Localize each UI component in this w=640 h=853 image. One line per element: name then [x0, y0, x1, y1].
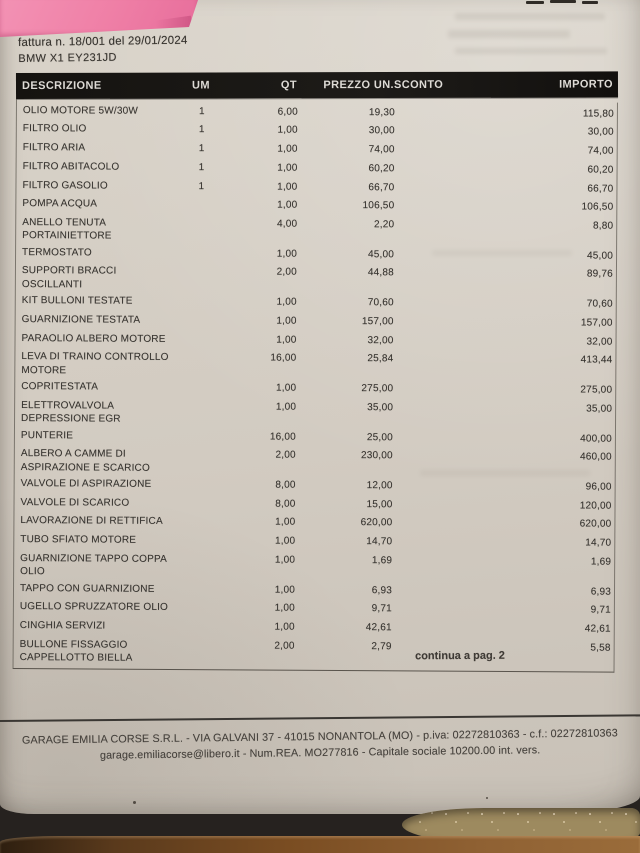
cell-importo: 8,80 — [592, 220, 614, 232]
table-row — [16, 262, 616, 295]
cell-prezzo_un: 2,79 — [371, 640, 392, 652]
cell-qt: 1,00 — [276, 296, 297, 308]
cell-sconto — [393, 350, 433, 353]
cell-prezzo_un: 60,20 — [368, 163, 395, 175]
cell-qt: 2,00 — [276, 267, 297, 279]
cell-sconto — [392, 514, 432, 517]
cell-descrizione: TUBO SFIATO MOTORE — [20, 534, 137, 546]
cell-descrizione: POMPA ACQUA — [22, 198, 98, 210]
document-header — [18, 35, 188, 65]
cell-importo: 30,00 — [587, 126, 614, 139]
cell-sconto — [395, 103, 435, 106]
cell-prezzo_un: 12,00 — [366, 480, 393, 492]
cell-um — [186, 263, 216, 266]
cell-descrizione: ANELLO TENUTA PORTAINIETTORE — [22, 216, 112, 243]
cell-descrizione: KIT BULLONI TESTATE — [21, 295, 133, 307]
cell-qt: 1,00 — [275, 382, 297, 394]
cell-um — [185, 378, 215, 381]
cell-sconto — [393, 428, 433, 431]
cell-sconto — [392, 637, 432, 640]
column-header-descrizione: DESCRIZIONE — [21, 79, 102, 92]
cell-importo: 275,00 — [580, 384, 613, 396]
cell-qt: 1,00 — [275, 535, 296, 547]
cell-um: 1 — [198, 180, 205, 192]
cell-um — [184, 550, 214, 553]
table-row — [15, 396, 615, 429]
cell-sconto — [395, 178, 435, 181]
cell-importo: 620,00 — [579, 518, 612, 531]
cell-qt: 1,00 — [274, 621, 295, 633]
company-info-line2: garage.emiliacorse@libero.it - Num.REA. MO277816 - Capitale sociale 10200.00 int. vers. — [99, 744, 541, 762]
cell-sconto — [392, 551, 432, 554]
cell-descrizione: PUNTERIE — [20, 429, 74, 441]
cell-importo: 6,93 — [590, 586, 612, 598]
cell-qt: 1,00 — [276, 315, 297, 327]
cell-importo: 157,00 — [580, 317, 613, 329]
cell-sconto — [394, 245, 434, 248]
invoice-table — [16, 73, 618, 669]
cell-descrizione: PARAOLIO ALBERO MOTORE — [21, 332, 166, 345]
cell-um — [186, 311, 216, 314]
cell-sconto — [395, 122, 435, 125]
cell-qt: 1,00 — [275, 401, 297, 413]
cell-importo: 96,00 — [585, 481, 612, 493]
cell-um — [184, 580, 214, 583]
cell-um — [186, 244, 216, 247]
table-body — [13, 99, 618, 672]
cell-prezzo_un: 70,60 — [367, 297, 394, 309]
ghost-text-line — [448, 30, 570, 38]
cell-importo: 5,58 — [590, 642, 611, 654]
cell-um: 1 — [198, 161, 205, 174]
cell-qt: 6,00 — [277, 106, 298, 118]
cell-um — [185, 475, 215, 478]
cell-descrizione: ALBERO A CAMME DI ASPIRAZIONE E SCARICO — [20, 448, 151, 474]
cell-prezzo_un: 25,00 — [366, 431, 393, 443]
cell-sconto — [392, 581, 432, 584]
cell-sconto — [395, 159, 435, 162]
cell-descrizione: FILTRO ABITACOLO — [22, 160, 120, 173]
cell-importo: 9,71 — [590, 604, 611, 616]
cell-prezzo_un: 32,00 — [367, 334, 394, 346]
cell-qt: 16,00 — [269, 431, 296, 443]
cell-qt: 1,00 — [277, 199, 298, 211]
cell-qt: 1,00 — [275, 516, 296, 529]
cell-um — [184, 599, 214, 602]
wooden-table-edge — [0, 836, 640, 853]
cell-importo: 66,70 — [587, 183, 614, 195]
cell-descrizione: VALVOLE DI SCARICO — [20, 496, 130, 509]
cell-prezzo_un: 157,00 — [361, 316, 394, 328]
cell-sconto — [394, 215, 434, 218]
cell-descrizione: VALVOLE DI ASPIRAZIONE — [20, 478, 152, 490]
cell-prezzo_un: 15,00 — [366, 498, 393, 511]
cell-sconto — [394, 264, 434, 267]
cell-descrizione: LAVORAZIONE DI RETTIFICA — [20, 515, 163, 528]
cell-descrizione: ELETTROVALVOLA DEPRESSIONE EGR — [21, 399, 121, 425]
cell-importo: 74,00 — [587, 145, 614, 157]
cell-qt: 1,00 — [274, 554, 296, 566]
cell-qt: 8,00 — [275, 479, 296, 491]
cell-importo: 32,00 — [586, 336, 613, 348]
cell-descrizione: LEVA DI TRAINO CONTROLLO MOTORE — [21, 351, 169, 377]
column-header-um: UM — [192, 79, 210, 92]
cell-prezzo_un: 74,00 — [368, 144, 395, 156]
cell-qt: 1,00 — [277, 125, 298, 137]
cell-um — [186, 292, 216, 295]
cell-um — [185, 349, 215, 352]
cell-importo: 1,69 — [590, 556, 612, 568]
cell-descrizione: FILTRO GASOLIO — [22, 179, 108, 192]
column-header-prezzo-un: PREZZO UN. — [323, 79, 395, 92]
cell-importo: 400,00 — [580, 432, 612, 445]
cell-prezzo_un: 42,61 — [365, 622, 392, 634]
cell-um — [184, 513, 214, 516]
company-footer — [0, 727, 640, 763]
cell-qt: 16,00 — [270, 352, 297, 364]
cell-importo: 70,60 — [586, 298, 613, 310]
cell-descrizione: UGELLO SPRUZZATORE OLIO — [19, 601, 169, 614]
cell-importo: 35,00 — [586, 403, 613, 415]
cell-descrizione: TERMOSTATO — [22, 246, 92, 259]
cell-importo: 115,80 — [582, 108, 614, 120]
column-header-importo: IMPORTO — [559, 78, 614, 91]
cell-qt: 1,00 — [276, 334, 297, 346]
cell-prezzo_un: 30,00 — [368, 125, 395, 137]
cell-sconto — [395, 141, 435, 144]
cell-prezzo_un: 2,20 — [373, 219, 395, 231]
cell-um — [185, 445, 215, 448]
cell-qt: 8,00 — [275, 498, 296, 510]
cell-qt: 1,00 — [274, 584, 296, 596]
cell-sconto — [392, 600, 432, 603]
cell-um — [186, 214, 216, 217]
cell-um: 1 — [199, 105, 205, 117]
cell-prezzo_un: 106,50 — [362, 200, 395, 212]
cell-qt: 1,00 — [276, 248, 298, 260]
cell-prezzo_un: 1,69 — [371, 554, 393, 567]
cell-importo: 460,00 — [579, 451, 612, 463]
cell-importo: 14,70 — [585, 537, 612, 549]
cell-prezzo_un: 35,00 — [367, 401, 394, 414]
cell-prezzo_un: 275,00 — [361, 383, 394, 395]
cell-prezzo_un: 9,71 — [371, 603, 392, 615]
table-row — [16, 213, 616, 246]
cell-um — [185, 397, 215, 400]
cell-importo: 413,44 — [580, 354, 613, 366]
cell-sconto — [393, 477, 433, 480]
cell-um — [185, 427, 215, 430]
table-row — [14, 549, 614, 582]
cell-prezzo_un: 66,70 — [368, 181, 395, 193]
cell-um — [186, 330, 216, 333]
cell-descrizione: CINGHIA SERVIZI — [19, 619, 106, 632]
cell-um — [184, 636, 214, 639]
cell-importo: 60,20 — [587, 164, 614, 176]
cell-descrizione: OLIO MOTORE 5W/30W — [22, 104, 139, 117]
table-row — [15, 347, 615, 380]
cell-descrizione: COPRITESTATA — [21, 381, 99, 393]
column-header-qt: QT — [280, 79, 298, 92]
company-info-line1: GARAGE EMILIA CORSE S.R.L. - VIA GALVANI 37 - 41015 NONANTOLA (MO) - p.iva: 02272810363 - c.f.: 02272810363 — [21, 727, 618, 747]
vehicle-line: BMW X1 EY231JD — [18, 51, 117, 65]
cell-um: 1 — [198, 143, 205, 155]
cell-importo: 106,50 — [581, 201, 614, 213]
cell-um — [186, 195, 216, 198]
back-page-text-fragment — [526, 0, 600, 5]
cell-sconto — [392, 533, 432, 536]
cell-prezzo_un: 14,70 — [366, 536, 393, 548]
cell-um: 1 — [198, 124, 205, 136]
cell-sconto — [394, 197, 434, 200]
cell-qt: 1,00 — [274, 602, 295, 614]
cell-sconto — [392, 618, 432, 621]
footer-divider — [0, 714, 640, 722]
cell-um — [184, 617, 214, 620]
table-header-row — [16, 71, 618, 99]
continuation-note: continua a pag. 2 — [415, 649, 505, 663]
cell-sconto — [394, 312, 434, 315]
cell-qt: 2,00 — [274, 640, 295, 652]
ghost-text-line — [455, 48, 607, 54]
cell-descrizione: GUARNIZIONE TAPPO COPPA OLIO — [20, 552, 167, 578]
cell-descrizione: BULLONE FISSAGGIO CAPPELLOTTO BIELLA — [19, 638, 133, 664]
cell-descrizione: SUPPORTI BRACCI OSCILLANTI — [21, 265, 117, 291]
cell-qt: 2,00 — [275, 449, 296, 461]
ghost-text-line — [455, 13, 605, 20]
cell-prezzo_un: 620,00 — [360, 517, 393, 529]
cell-descrizione: FILTRO ARIA — [22, 142, 86, 154]
cell-prezzo_un: 44,88 — [367, 267, 394, 279]
cell-importo: 89,76 — [586, 268, 613, 281]
cell-um — [185, 494, 215, 497]
cell-prezzo_un: 6,93 — [371, 584, 393, 596]
cell-prezzo_un: 19,30 — [368, 106, 395, 119]
cell-importo: 120,00 — [579, 500, 612, 512]
table-row — [15, 444, 615, 477]
cell-importo: 45,00 — [586, 250, 614, 262]
cell-qt: 1,00 — [277, 143, 298, 155]
cell-sconto — [393, 380, 433, 383]
cell-prezzo_un: 230,00 — [360, 450, 393, 462]
cell-sconto — [394, 294, 434, 297]
cell-prezzo_un: 25,84 — [367, 353, 394, 365]
cell-prezzo_un: 45,00 — [367, 248, 395, 261]
cell-importo: 42,61 — [584, 623, 611, 635]
cell-qt: 1,00 — [277, 181, 298, 193]
column-header-sconto: SCONTO — [393, 78, 444, 92]
cell-qt: 4,00 — [276, 218, 298, 230]
cell-descrizione: TAPPO CON GUARNIZIONE — [19, 582, 155, 595]
cell-sconto — [393, 495, 433, 498]
cell-descrizione: FILTRO OLIO — [22, 123, 87, 135]
cell-sconto — [394, 331, 434, 334]
cell-sconto — [393, 398, 433, 401]
cell-descrizione: GUARNIZIONE TESTATA — [21, 313, 141, 326]
invoice-number-line: fattura n. 18/001 del 29/01/2024 — [18, 34, 188, 49]
cell-um — [184, 531, 214, 534]
cell-qt: 1,00 — [277, 162, 298, 174]
cell-sconto — [393, 447, 433, 450]
